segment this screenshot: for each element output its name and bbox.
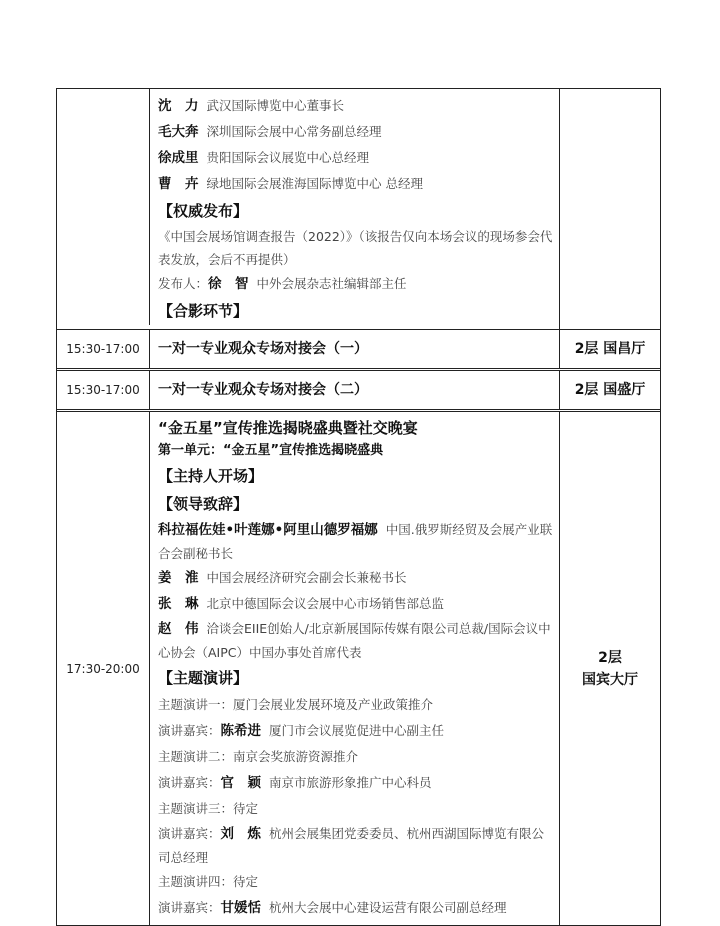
location-cell (560, 412, 660, 925)
section-heading: 【领导致辞】 (158, 495, 249, 513)
content-cell (150, 89, 560, 329)
section-heading: 【主持人开场】 (158, 467, 264, 485)
time-cell: 15:30-17:00 (57, 330, 150, 368)
content-cell (150, 330, 560, 368)
list-item: 曹 卉 绿地国际会展淮海国际博览中心 总经理 (158, 176, 423, 192)
location-cell: 2层 国昌厅 (574, 341, 646, 357)
list-item: 赵 伟 洽谈会EIIE创始人/北京新展国际传媒有限公司总裁/国际会议中心协会（AIPC）中国办事处首席代表 (158, 621, 551, 660)
speech-speaker: 演讲嘉宾：官 颖 南京市旅游形象推广中心科员 (158, 775, 432, 791)
speech-topic: 主题演讲三：待定 (158, 801, 259, 816)
location-cell (560, 89, 660, 329)
location-cell: 2层 国盛厅 (574, 382, 646, 398)
location-floor: 2层 (598, 649, 622, 666)
release-text: 《中国会展场馆调查报告（2022）》（该报告仅向本场会议的现场参会代表发放，会后不再提供） (158, 229, 553, 267)
list-item: 徐成里 贵阳国际会议展览中心总经理 (158, 150, 370, 166)
speech-speaker: 演讲嘉宾：陈希进 厦门市会议展览促进中心副主任 (158, 723, 445, 739)
publisher-line: 发布人：徐 智 中外会展杂志社编辑部主任 (158, 276, 407, 292)
session-title: 一对一专业观众专场对接会（二） (158, 382, 368, 398)
speech-topic: 主题演讲二：南京会奖旅游资源推介 (158, 749, 359, 764)
section-heading: 【主题演讲】 (158, 669, 249, 687)
speech-topic: 主题演讲四：待定 (158, 874, 259, 889)
table-row (57, 89, 660, 330)
content-cell (150, 371, 560, 409)
gala-subtitle: 第一单元：“金五星”宣传推选揭晓盛典 (158, 443, 384, 458)
section-heading: 【权威发布】 (158, 202, 249, 220)
session-title: 一对一专业观众专场对接会（一） (158, 341, 368, 357)
list-item: 毛大奔 深圳国际会展中心常务副总经理 (158, 124, 382, 140)
list-item: 沈 力 武汉国际博览中心董事长 (158, 98, 345, 114)
table-row (57, 330, 660, 371)
location-hall: 国宾大厅 (582, 671, 638, 688)
list-item: 张 琳 北京中德国际会议会展中心市场销售部总监 (158, 596, 445, 612)
time-cell: 17:30-20:00 (57, 412, 150, 925)
schedule-table (56, 88, 661, 926)
speech-speaker: 演讲嘉宾：甘媛恬 杭州大会展中心建设运营有限公司副总经理 (158, 900, 507, 916)
list-item: 科拉福佐娃•叶莲娜•阿里山德罗福娜 中国.俄罗斯经贸及会展产业联合会副秘书长 (158, 522, 553, 561)
speech-topic: 主题演讲一：厦门会展业发展环境及产业政策推介 (158, 697, 434, 712)
content-cell (150, 412, 560, 925)
speech-speaker: 演讲嘉宾：刘 炼 杭州会展集团党委委员、杭州西湖国际博览有限公司总经理 (158, 826, 545, 865)
list-item: 姜 淮 中国会展经济研究会副会长兼秘书长 (158, 570, 407, 586)
table-row (57, 371, 660, 412)
time-cell: 15:30-17:00 (57, 371, 150, 409)
time-cell (57, 89, 150, 325)
section-heading: 【合影环节】 (158, 302, 249, 320)
table-row (57, 412, 660, 925)
gala-title: “金五星”宣传推选揭晓盛典暨社交晚宴 (158, 419, 418, 437)
